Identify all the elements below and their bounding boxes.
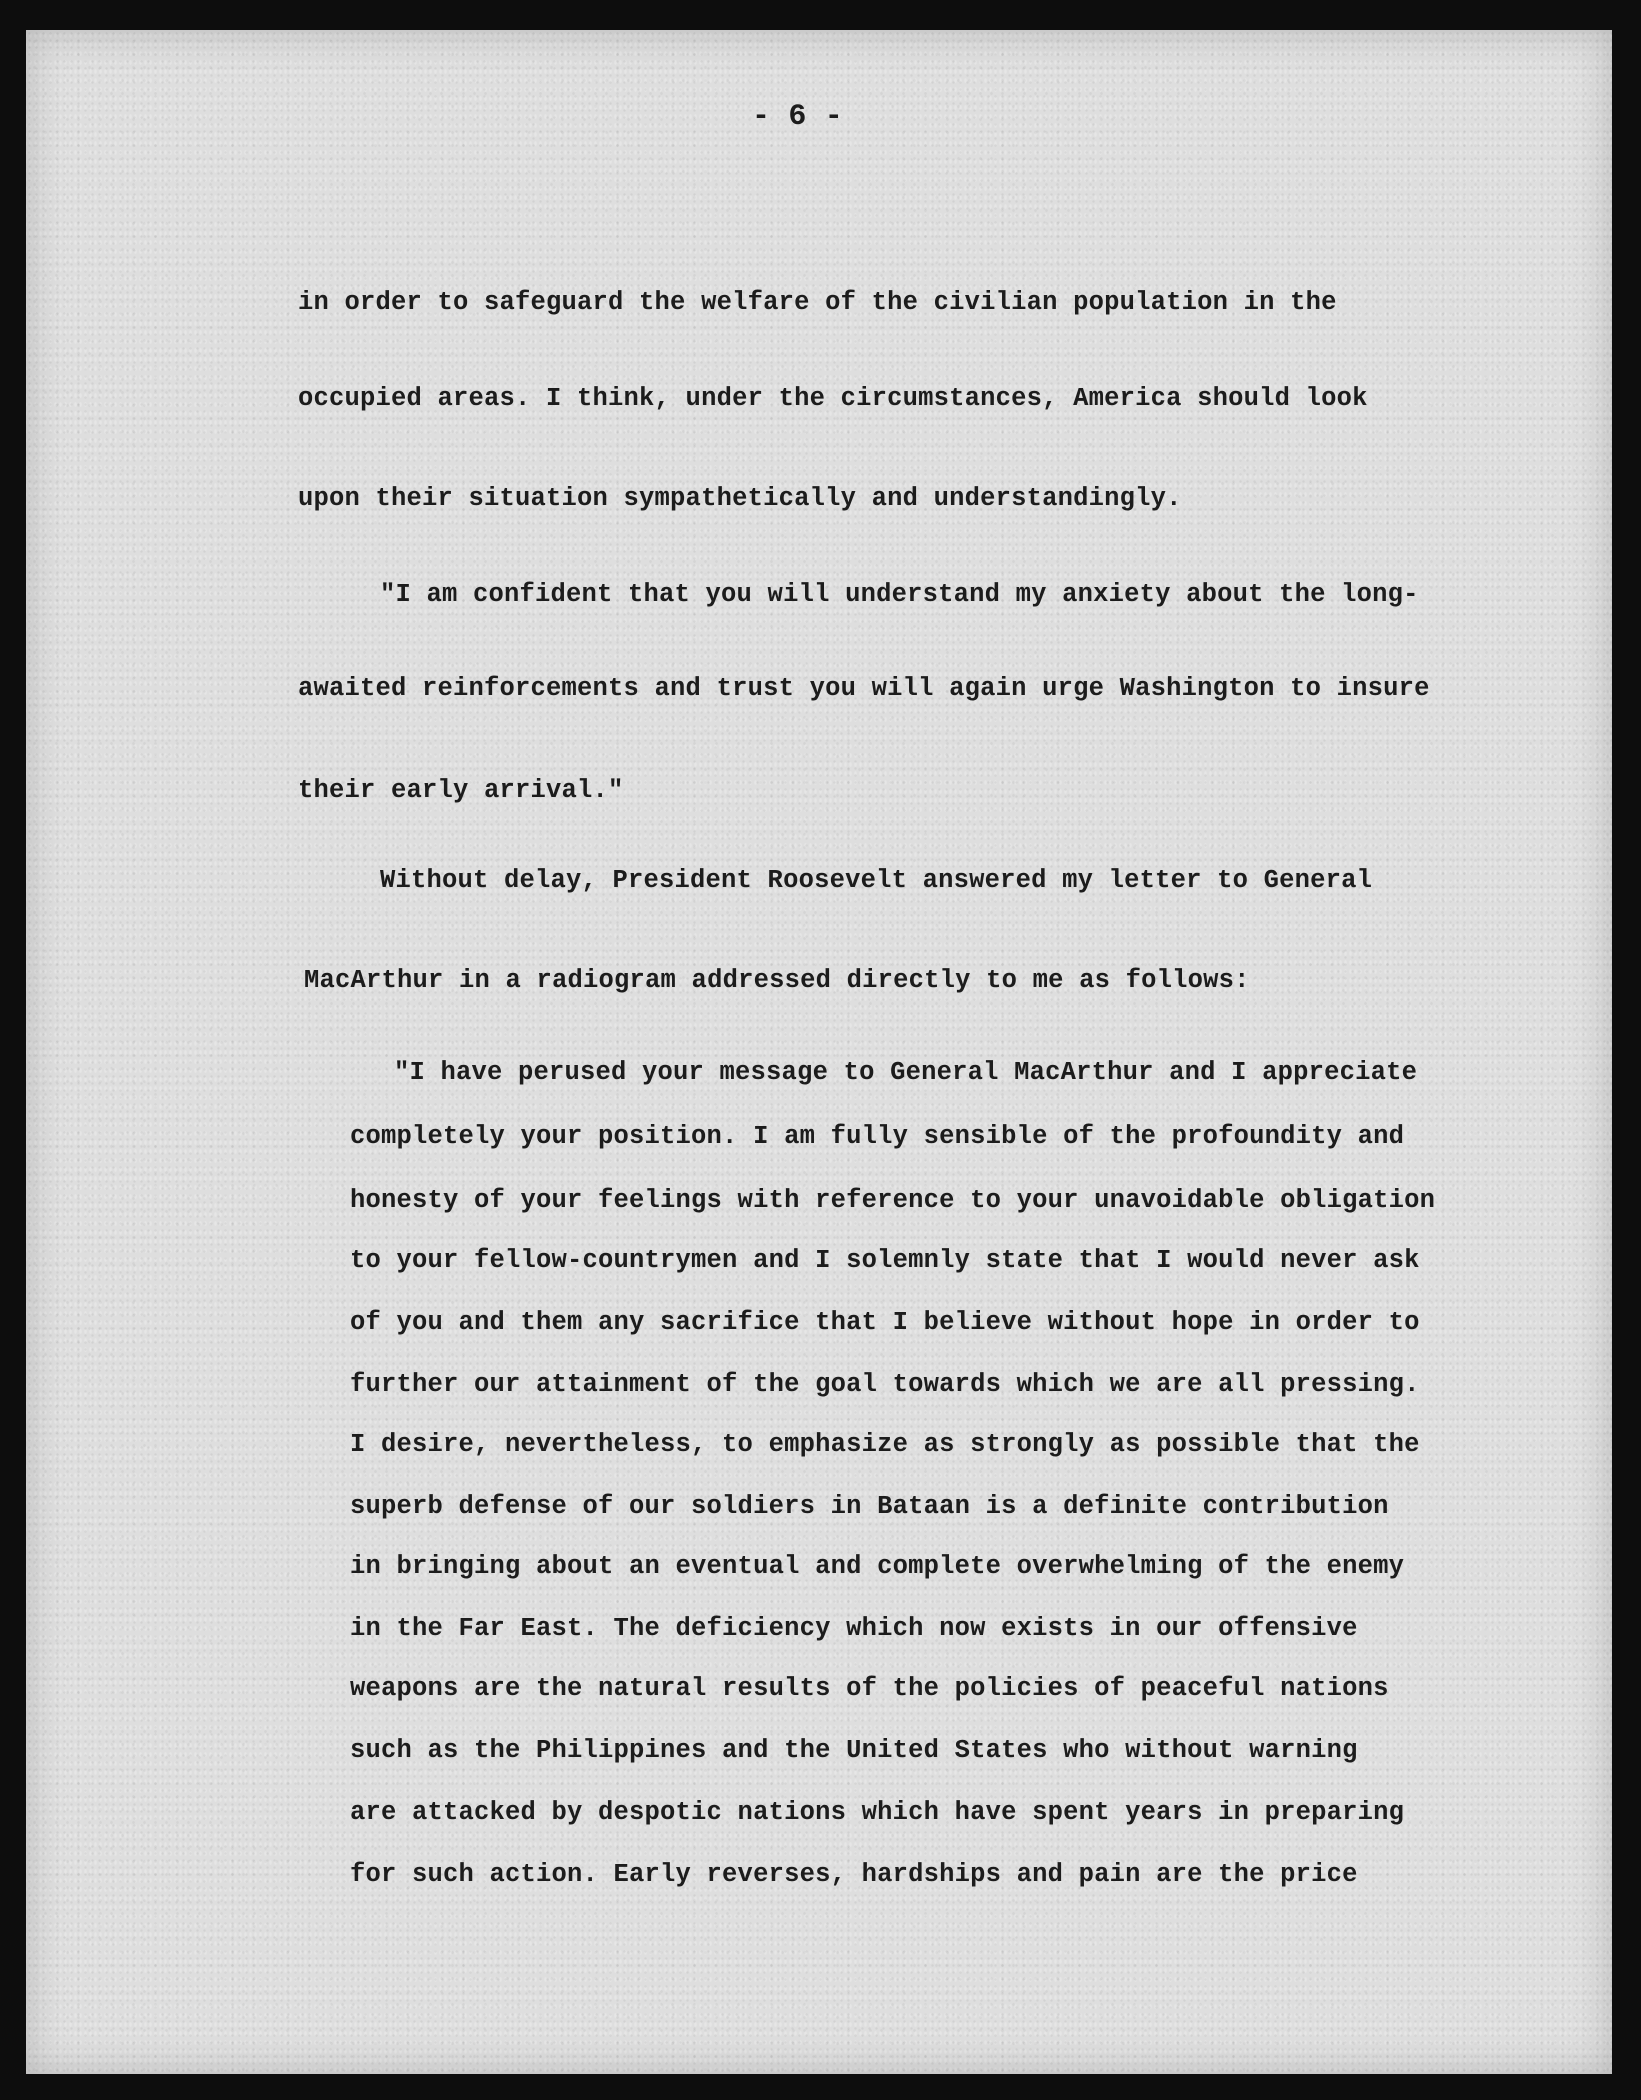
body-line: upon their situation sympathetically and understandingly. [298, 484, 1182, 513]
body-line: Without delay, President Roosevelt answered my letter to General [380, 866, 1373, 895]
quote-line: further our attainment of the goal towards which we are all pressing. [350, 1370, 1420, 1399]
document-page [26, 30, 1612, 2074]
body-line: "I am confident that you will understand my anxiety about the long- [380, 580, 1419, 609]
quote-line: are attacked by despotic nations which have spent years in preparing [350, 1798, 1405, 1827]
body-line: MacArthur in a radiogram addressed directly to me as follows: [304, 966, 1250, 995]
quote-line: in the Far East. The deficiency which now exists in our offensive [350, 1614, 1358, 1643]
page-number: - 6 - [752, 100, 844, 134]
body-line: their early arrival." [298, 776, 624, 805]
quote-line: in bringing about an eventual and complete overwhelming of the enemy [350, 1552, 1405, 1581]
quote-line: weapons are the natural results of the policies of peaceful nations [350, 1674, 1389, 1703]
quote-line: honesty of your feelings with reference to your unavoidable obligation [350, 1186, 1436, 1215]
quote-line: of you and them any sacrifice that I believe without hope in order to [350, 1308, 1420, 1337]
quote-line: for such action. Early reverses, hardships and pain are the price [350, 1860, 1358, 1889]
quote-line: such as the Philippines and the United States who without warning [350, 1736, 1358, 1765]
body-line: occupied areas. I think, under the circumstances, America should look [298, 384, 1368, 413]
quote-line: superb defense of our soldiers in Bataan is a definite contribution [350, 1492, 1389, 1521]
quote-line: to your fellow-countrymen and I solemnly state that I would never ask [350, 1246, 1420, 1275]
quote-line: "I have perused your message to General MacArthur and I appreciate [394, 1058, 1418, 1087]
body-line: awaited reinforcements and trust you will again urge Washington to insure [298, 674, 1430, 703]
body-line: in order to safeguard the welfare of the civilian population in the [298, 288, 1337, 317]
quote-line: I desire, nevertheless, to emphasize as strongly as possible that the [350, 1430, 1420, 1459]
quote-line: completely your position. I am fully sensible of the profoundity and [350, 1122, 1405, 1151]
